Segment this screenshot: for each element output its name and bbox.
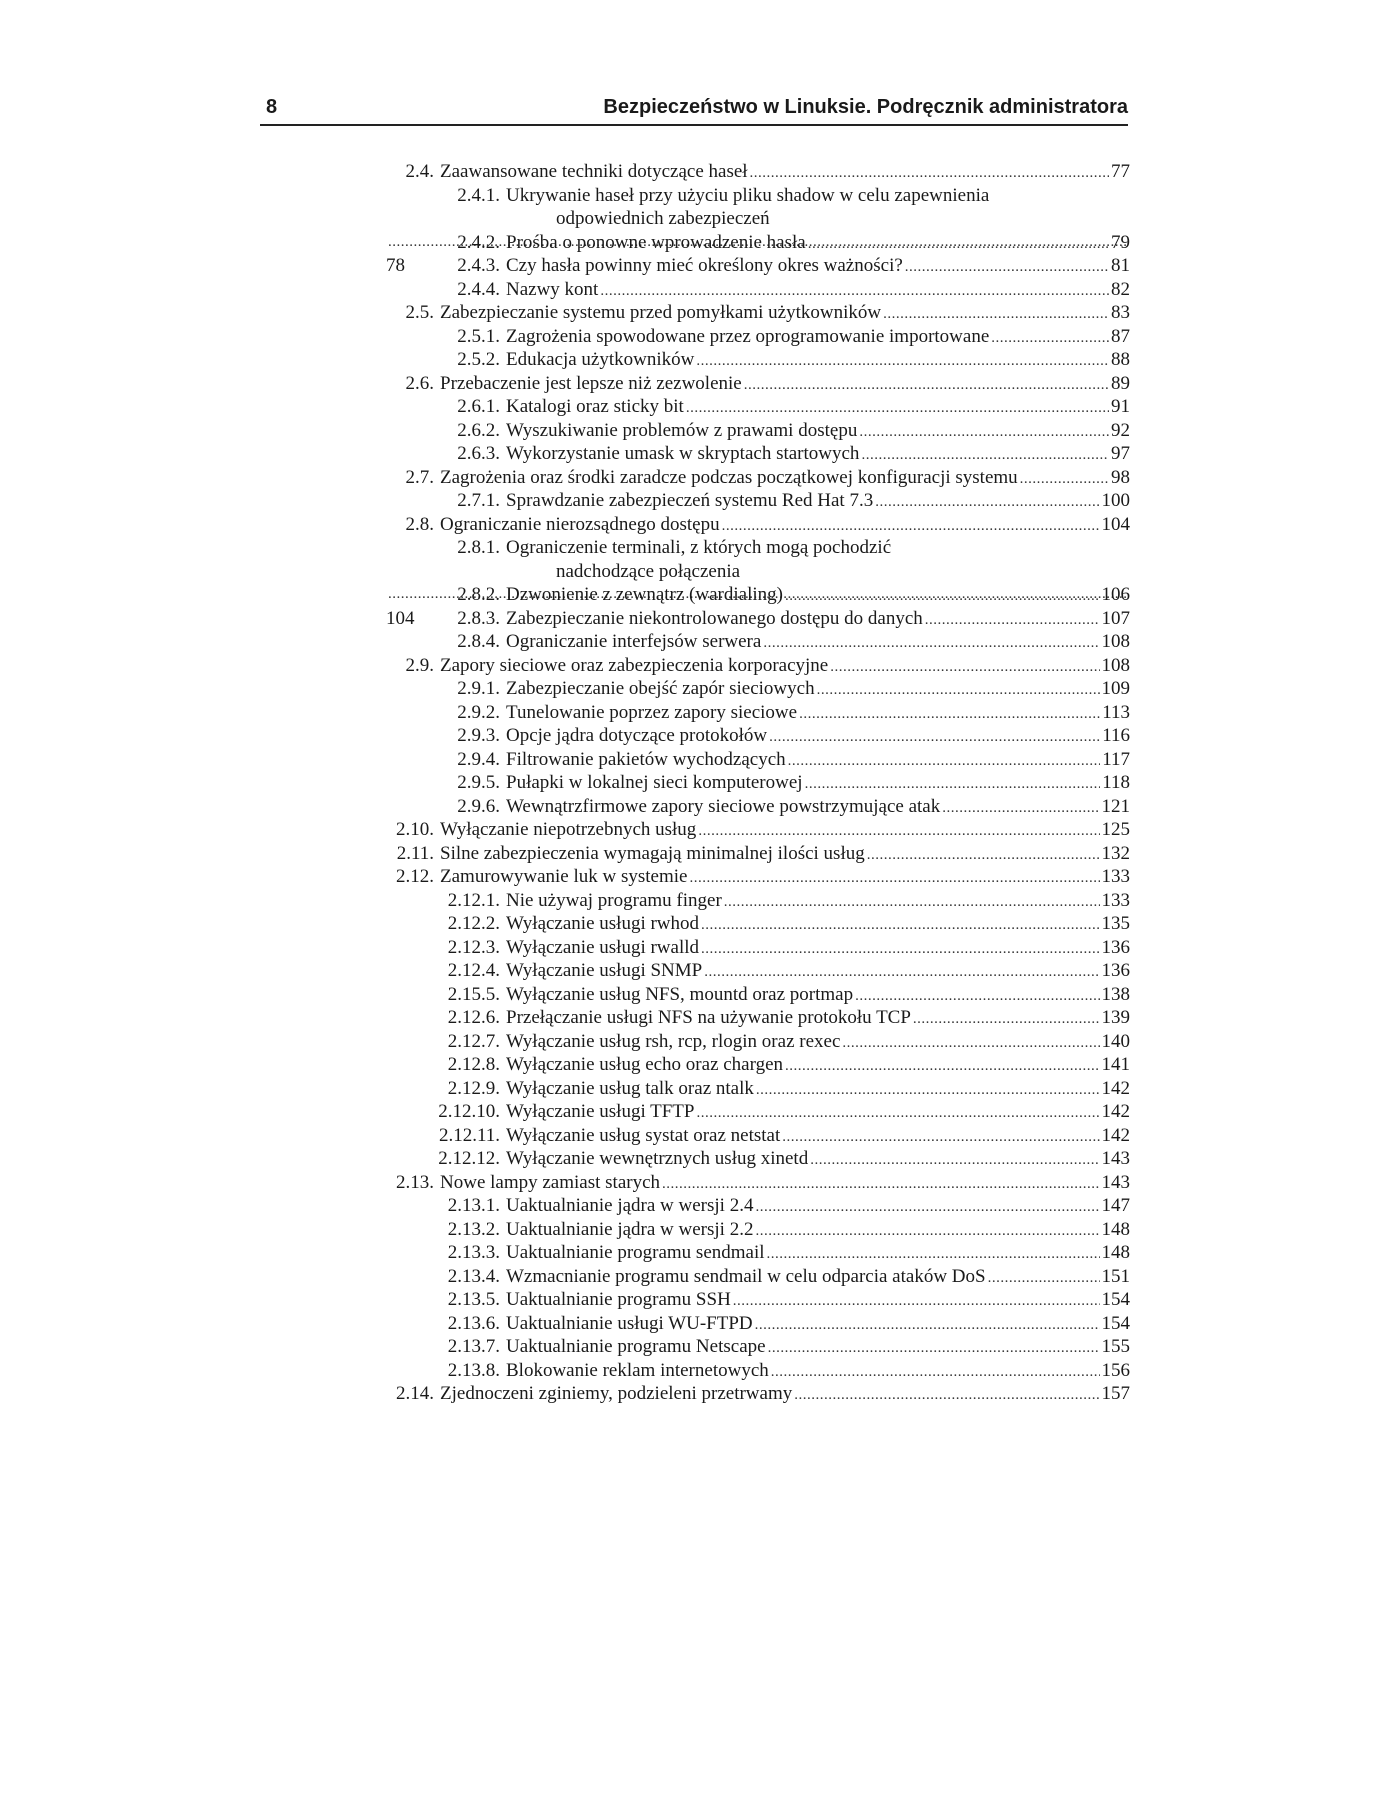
toc-entry-number: 2.4.4. xyxy=(457,278,500,300)
dot-leader xyxy=(817,679,1100,703)
toc-entry-number: 2.10. xyxy=(396,819,434,840)
dot-leader xyxy=(794,1384,1099,1408)
toc-entry xyxy=(386,724,1130,748)
toc-entry-number: 2.12.8. xyxy=(447,1054,500,1075)
dot-leader xyxy=(744,374,1109,398)
toc-entry-title-continuation: nadchodzące połączenia xyxy=(556,560,741,582)
toc-entry-page: 82 xyxy=(1111,278,1130,300)
toc-entry-number: 2.5. xyxy=(405,302,434,323)
dot-leader xyxy=(733,1290,1100,1314)
toc-entry-page: 91 xyxy=(1111,396,1130,417)
toc-entry xyxy=(386,301,1130,325)
toc-entry xyxy=(386,630,1130,654)
toc-entry xyxy=(386,1288,1130,1312)
toc-entry-page: 89 xyxy=(1111,372,1130,394)
toc-entry xyxy=(386,795,1130,819)
toc-entry-page: 79 xyxy=(1111,231,1130,253)
toc-entry-title: Uaktualnianie programu Netscape xyxy=(506,1336,766,1357)
toc-entry-page: 92 xyxy=(1111,419,1130,441)
dot-leader xyxy=(701,914,1099,938)
dot-leader xyxy=(763,632,1099,656)
toc-entry-number: 2.15.5. xyxy=(447,983,500,1005)
toc-entry xyxy=(386,160,1130,184)
dot-leader xyxy=(767,1243,1100,1267)
toc-entry-number: 2.4.3. xyxy=(457,255,500,276)
toc-entry-first-line xyxy=(386,536,1130,560)
toc-entry-title: Zabezpieczanie obejść zapór sieciowych xyxy=(506,678,815,699)
toc-entry-title: Silne zabezpieczenia wymagają minimalnej ilości usług xyxy=(440,842,865,864)
toc-entry-number: 2.7.1. xyxy=(457,490,500,511)
book-title: Bezpieczeństwo w Linuksie. Podręcznik administratora xyxy=(603,96,1128,118)
toc-entry-title: Wyłączanie usług echo oraz chargen xyxy=(506,1054,784,1075)
toc-entry-title: Blokowanie reklam internetowych xyxy=(506,1359,769,1381)
toc-entry-title: Nazwy kont xyxy=(506,278,599,300)
toc-entry-title: Wyłączanie usług NFS, mountd oraz portmap xyxy=(506,983,854,1005)
toc-entry-title: Wyłączanie usługi SNMP xyxy=(506,960,703,981)
toc-entry xyxy=(386,1194,1130,1218)
toc-entry xyxy=(386,1077,1130,1101)
toc-entry xyxy=(386,842,1130,866)
toc-entry xyxy=(386,959,1130,983)
dot-leader xyxy=(942,797,1099,821)
dot-leader xyxy=(689,867,1099,891)
dot-leader xyxy=(788,750,1101,774)
dot-leader xyxy=(771,1361,1100,1385)
toc-entry-page: 87 xyxy=(1111,325,1130,347)
toc-entry-title: Katalogi oraz sticky bit xyxy=(506,396,684,417)
page-number: 8 xyxy=(266,96,278,118)
toc-entry-page: 142 xyxy=(1101,1077,1130,1099)
toc-entry-page: 156 xyxy=(1101,1359,1130,1381)
table-of-contents xyxy=(386,160,1130,1406)
toc-entry-number: 2.6.3. xyxy=(457,443,500,464)
dot-leader xyxy=(883,303,1109,327)
toc-entry-number: 2.8.2. xyxy=(457,584,500,605)
toc-entry-page: 155 xyxy=(1101,1336,1130,1357)
dot-leader xyxy=(875,491,1099,515)
toc-entry-number: 2.9.2. xyxy=(457,701,500,723)
toc-entry xyxy=(386,936,1130,960)
toc-entry-title: Dzwonienie z zewnątrz (wardialing) xyxy=(506,584,783,605)
toc-entry-number: 2.7. xyxy=(405,466,434,488)
toc-entry-number: 2.9.1. xyxy=(457,678,500,699)
toc-entry-page: 97 xyxy=(1111,443,1130,464)
toc-entry-title: Uaktualnianie programu SSH xyxy=(506,1289,731,1310)
toc-entry-title: Wyłączanie niepotrzebnych usług xyxy=(440,819,697,840)
dot-leader xyxy=(755,1196,1099,1220)
toc-entry-number: 2.13.4. xyxy=(447,1265,500,1287)
toc-entry-title: Wyszukiwanie problemów z prawami dostępu xyxy=(506,419,858,441)
dot-leader xyxy=(991,327,1109,351)
toc-entry-number: 2.12. xyxy=(396,866,434,887)
dot-leader xyxy=(755,1220,1099,1244)
toc-entry-number: 2.12.11. xyxy=(438,1124,500,1146)
toc-entry-number: 2.13.2. xyxy=(447,1218,500,1240)
toc-entry xyxy=(386,395,1130,419)
toc-entry-number: 2.5.1. xyxy=(457,325,500,347)
toc-entry-page: 104 xyxy=(1101,513,1130,535)
toc-entry-page: 107 xyxy=(1101,607,1130,629)
toc-entry xyxy=(386,654,1130,678)
toc-entry-page: 151 xyxy=(1101,1265,1130,1287)
toc-entry-title: Pułapki w lokalnej sieci komputerowej xyxy=(506,772,803,793)
toc-entry-page: 98 xyxy=(1111,466,1130,488)
toc-entry-title: Filtrowanie pakietów wychodzących xyxy=(506,748,786,770)
dot-leader xyxy=(662,1173,1099,1197)
toc-entry-page: 157 xyxy=(1101,1383,1130,1404)
toc-entry-page: 100 xyxy=(1101,490,1130,511)
toc-entry-page: 148 xyxy=(1101,1242,1130,1263)
toc-entry-title: Zagrożenia spowodowane przez oprogramowanie importowane xyxy=(506,325,990,347)
dot-leader xyxy=(782,1126,1099,1150)
dot-leader xyxy=(769,726,1100,750)
toc-entry-number: 2.4. xyxy=(405,161,434,182)
toc-entry-page: 142 xyxy=(1101,1101,1130,1122)
toc-entry xyxy=(386,983,1130,1007)
toc-entry-page: 106 xyxy=(1101,584,1130,605)
toc-entry-page: 143 xyxy=(1101,1148,1130,1169)
toc-entry-title: Wyłączanie usługi TFTP xyxy=(506,1101,695,1122)
toc-entry-title: Wyłączanie usług systat oraz netstat xyxy=(506,1124,781,1146)
toc-entry-number: 2.12.7. xyxy=(447,1030,500,1052)
toc-entry-number: 2.4.1. xyxy=(457,184,500,206)
dot-leader xyxy=(701,938,1099,962)
toc-entry xyxy=(386,1100,1130,1124)
dot-leader xyxy=(830,656,1099,680)
toc-entry-page: 88 xyxy=(1111,349,1130,370)
toc-entry-number: 2.8.1. xyxy=(457,537,500,558)
dot-leader xyxy=(861,444,1109,468)
toc-entry-page: 140 xyxy=(1101,1030,1130,1052)
dot-leader xyxy=(859,421,1109,445)
dot-leader xyxy=(704,961,1099,985)
toc-entry-number: 2.12.1. xyxy=(447,889,500,911)
toc-entry xyxy=(386,1147,1130,1171)
dot-leader xyxy=(905,256,1109,280)
toc-entry-number: 2.9.5. xyxy=(457,772,500,793)
toc-entry-number: 2.9.6. xyxy=(457,795,500,817)
toc-entry-first-line xyxy=(386,184,1130,208)
toc-entry xyxy=(386,701,1130,725)
toc-entry xyxy=(386,325,1130,349)
toc-entry-title: Ograniczenie terminali, z których mogą pochodzić xyxy=(506,537,892,558)
toc-entry-title-continuation: odpowiednich zabezpieczeń xyxy=(556,208,770,229)
toc-entry-title: Nowe lampy zamiast starych xyxy=(440,1171,661,1193)
toc-entry-page: 77 xyxy=(1111,161,1130,182)
toc-entry-page: 147 xyxy=(1101,1195,1130,1216)
toc-entry xyxy=(386,1171,1130,1195)
toc-entry-page: 113 xyxy=(1102,701,1130,723)
toc-entry xyxy=(386,1312,1130,1336)
dot-leader xyxy=(913,1008,1100,1032)
dot-leader xyxy=(855,985,1099,1009)
toc-entry-number: 2.9. xyxy=(405,654,434,676)
toc-entry-title: Ukrywanie haseł przy użyciu pliku shadow w celu zapewnienia xyxy=(506,184,990,206)
toc-entry xyxy=(386,513,1130,537)
toc-entry xyxy=(386,1241,1130,1265)
dot-leader xyxy=(808,233,1109,257)
running-header xyxy=(260,96,1128,126)
toc-entry-title: Wyłączanie usług talk oraz ntalk xyxy=(506,1077,754,1099)
toc-entry-page: 139 xyxy=(1101,1007,1130,1028)
toc-entry-page: 133 xyxy=(1101,889,1130,911)
toc-entry-page: 142 xyxy=(1101,1124,1130,1146)
toc-entry-title: Wyłączanie usług rsh, rcp, rlogin oraz rexec xyxy=(506,1030,841,1052)
dot-leader xyxy=(799,703,1100,727)
toc-entry-title: Czy hasła powinny mieć określony okres ważności? xyxy=(506,255,903,276)
toc-entry xyxy=(386,1053,1130,1077)
toc-entry-number: 2.8. xyxy=(405,513,434,535)
toc-entry-number: 2.13.6. xyxy=(447,1312,500,1334)
dot-leader xyxy=(988,1267,1100,1291)
toc-entry-page: 117 xyxy=(1102,748,1130,770)
dot-leader xyxy=(698,820,1099,844)
header-rule xyxy=(260,124,1128,126)
toc-entry-number: 2.6. xyxy=(405,372,434,394)
toc-entry-title: Edukacja użytkowników xyxy=(506,349,695,370)
toc-entry-page: 136 xyxy=(1101,936,1130,958)
toc-entry xyxy=(386,1124,1130,1148)
toc-entry xyxy=(386,1359,1130,1383)
toc-entry-page: 136 xyxy=(1101,960,1130,981)
toc-entry-title: Zamurowywanie luk w systemie xyxy=(440,866,688,887)
dot-leader xyxy=(600,280,1109,304)
toc-entry xyxy=(386,466,1130,490)
toc-entry-title: Zapory sieciowe oraz zabezpieczenia korporacyjne xyxy=(440,654,829,676)
dot-leader xyxy=(768,1337,1100,1361)
toc-entry xyxy=(386,771,1130,795)
toc-entry xyxy=(386,231,1130,255)
dot-leader xyxy=(696,350,1109,374)
toc-entry-title: Uaktualnianie programu sendmail xyxy=(506,1242,765,1263)
toc-entry xyxy=(386,489,1130,513)
toc-entry xyxy=(386,607,1130,631)
toc-entry-page: 78 xyxy=(386,255,405,276)
toc-entry xyxy=(386,865,1130,889)
dot-leader xyxy=(867,844,1100,868)
toc-entry xyxy=(386,818,1130,842)
toc-entry-number: 2.12.3. xyxy=(447,936,500,958)
toc-entry-page: 135 xyxy=(1101,913,1130,934)
toc-entry-title: Wyłączanie usługi rwalld xyxy=(506,936,700,958)
toc-entry-page: 108 xyxy=(1101,631,1130,652)
toc-entry-title: Wewnątrzfirmowe zapory sieciowe powstrzymujące atak xyxy=(506,795,941,817)
toc-entry-number: 2.13.8. xyxy=(447,1359,500,1381)
dot-leader xyxy=(696,1102,1099,1126)
dot-leader xyxy=(785,585,1100,609)
toc-entry-number: 2.13.3. xyxy=(447,1242,500,1263)
toc-entry-number: 2.12.6. xyxy=(447,1007,500,1028)
toc-entry-number: 2.13.5. xyxy=(447,1289,500,1310)
toc-entry-number: 2.13.7. xyxy=(447,1336,500,1357)
toc-entry-page: 148 xyxy=(1101,1218,1130,1240)
toc-entry-number: 2.14. xyxy=(396,1383,434,1404)
toc-entry-title: Zaawansowane techniki dotyczące haseł xyxy=(440,161,748,182)
toc-entry-title: Ograniczanie nierozsądnego dostępu xyxy=(440,513,720,535)
toc-entry-page: 138 xyxy=(1101,983,1130,1005)
dot-leader xyxy=(805,773,1101,797)
toc-entry-number: 2.4.2. xyxy=(457,231,500,253)
toc-entry xyxy=(386,348,1130,372)
toc-entry-title: Wyłączanie usługi rwhod xyxy=(506,913,700,934)
toc-entry xyxy=(386,889,1130,913)
toc-entry-page: 108 xyxy=(1101,654,1130,676)
toc-entry xyxy=(386,372,1130,396)
toc-entry-number: 2.12.9. xyxy=(447,1077,500,1099)
toc-entry xyxy=(386,748,1130,772)
toc-entry-title: Opcje jądra dotyczące protokołów xyxy=(506,725,768,746)
toc-entry-page: 104 xyxy=(386,607,415,629)
toc-entry-number: 2.13.1. xyxy=(447,1195,500,1216)
toc-entry-page: 143 xyxy=(1101,1171,1130,1193)
toc-entry-title: Nie używaj programu finger xyxy=(506,889,722,911)
toc-entry-title: Wzmacnianie programu sendmail w celu odparcia ataków DoS xyxy=(506,1265,986,1287)
toc-entry-title: Przełączanie usługi NFS na używanie protokołu TCP xyxy=(506,1007,911,1028)
toc-entry-page: 133 xyxy=(1101,866,1130,887)
toc-entry-page: 132 xyxy=(1101,842,1130,864)
toc-entry-number: 2.9.4. xyxy=(457,748,500,770)
toc-entry-number: 2.5.2. xyxy=(457,349,500,370)
toc-entry-page: 154 xyxy=(1101,1289,1130,1310)
toc-entry xyxy=(386,1218,1130,1242)
toc-entry-number: 2.12.2. xyxy=(447,913,500,934)
toc-entry xyxy=(386,1006,1130,1030)
toc-entry-number: 2.12.10. xyxy=(438,1101,500,1122)
dot-leader xyxy=(755,1314,1100,1338)
toc-entry xyxy=(386,1030,1130,1054)
toc-entry-page: 109 xyxy=(1101,678,1130,699)
toc-entry-title: Sprawdzanie zabezpieczeń systemu Red Hat 7.3 xyxy=(506,490,874,511)
toc-entry-number: 2.8.3. xyxy=(457,607,500,629)
dot-leader xyxy=(686,397,1109,421)
toc-entry-title: Wykorzystanie umask w skryptach startowych xyxy=(506,443,860,464)
toc-entry-number: 2.6.2. xyxy=(457,419,500,441)
toc-entry xyxy=(386,583,1130,607)
toc-entry-page: 118 xyxy=(1102,772,1130,793)
toc-entry-title: Uaktualnianie jądra w wersji 2.2 xyxy=(506,1218,754,1240)
toc-entry-title: Prośba o ponowne wprowadzenie hasła xyxy=(506,231,806,253)
toc-entry-number: 2.11. xyxy=(396,842,434,864)
toc-entry-title: Zagrożenia oraz środki zaradcze podczas początkowej konfiguracji systemu xyxy=(440,466,1018,488)
toc-entry xyxy=(386,278,1130,302)
toc-entry-number: 2.6.1. xyxy=(457,396,500,417)
toc-entry-title: Przebaczenie jest lepsze niż zezwolenie xyxy=(440,372,742,394)
toc-entry-number: 2.8.4. xyxy=(457,631,500,652)
toc-entry-title: Zabezpieczanie niekontrolowanego dostępu do danych xyxy=(506,607,923,629)
toc-entry-title: Uaktualnianie usługi WU-FTPD xyxy=(506,1312,753,1334)
toc-entry-page: 116 xyxy=(1102,725,1130,746)
toc-entry-title: Tunelowanie poprzez zapory sieciowe xyxy=(506,701,798,723)
toc-entry xyxy=(386,912,1130,936)
toc-entry xyxy=(386,1335,1130,1359)
dot-leader xyxy=(750,162,1109,186)
toc-entry-number: 2.9.3. xyxy=(457,725,500,746)
dot-leader xyxy=(1020,468,1109,492)
dot-leader xyxy=(925,609,1100,633)
dot-leader xyxy=(785,1055,1099,1079)
toc-entry-title: Wyłączanie wewnętrznych usług xinetd xyxy=(506,1148,809,1169)
toc-entry-page: 125 xyxy=(1101,819,1130,840)
toc-entry-page: 83 xyxy=(1111,302,1130,323)
dot-leader xyxy=(810,1149,1099,1173)
toc-entry-number: 2.12.12. xyxy=(438,1148,500,1169)
toc-entry-title: Zjednoczeni zginiemy, podzieleni przetrwamy xyxy=(440,1383,793,1404)
toc-entry-page: 81 xyxy=(1111,255,1130,276)
toc-entry-page: 141 xyxy=(1101,1054,1130,1075)
toc-entry-number: 2.13. xyxy=(396,1171,434,1193)
toc-entry-page: 154 xyxy=(1101,1312,1130,1334)
toc-entry xyxy=(386,419,1130,443)
toc-entry xyxy=(386,677,1130,701)
toc-entry-title: Zabezpieczanie systemu przed pomyłkami użytkowników xyxy=(440,302,882,323)
toc-entry xyxy=(386,1265,1130,1289)
dot-leader xyxy=(756,1079,1100,1103)
toc-entry-title: Uaktualnianie jądra w wersji 2.4 xyxy=(506,1195,754,1216)
dot-leader xyxy=(842,1032,1099,1056)
dot-leader xyxy=(722,515,1100,539)
toc-entry-title: Ograniczanie interfejsów serwera xyxy=(506,631,762,652)
dot-leader xyxy=(724,891,1100,915)
toc-entry-page: 121 xyxy=(1101,795,1130,817)
toc-entry xyxy=(386,1382,1130,1406)
toc-entry xyxy=(386,254,1130,278)
toc-entry-number: 2.12.4. xyxy=(447,960,500,981)
toc-entry xyxy=(386,442,1130,466)
